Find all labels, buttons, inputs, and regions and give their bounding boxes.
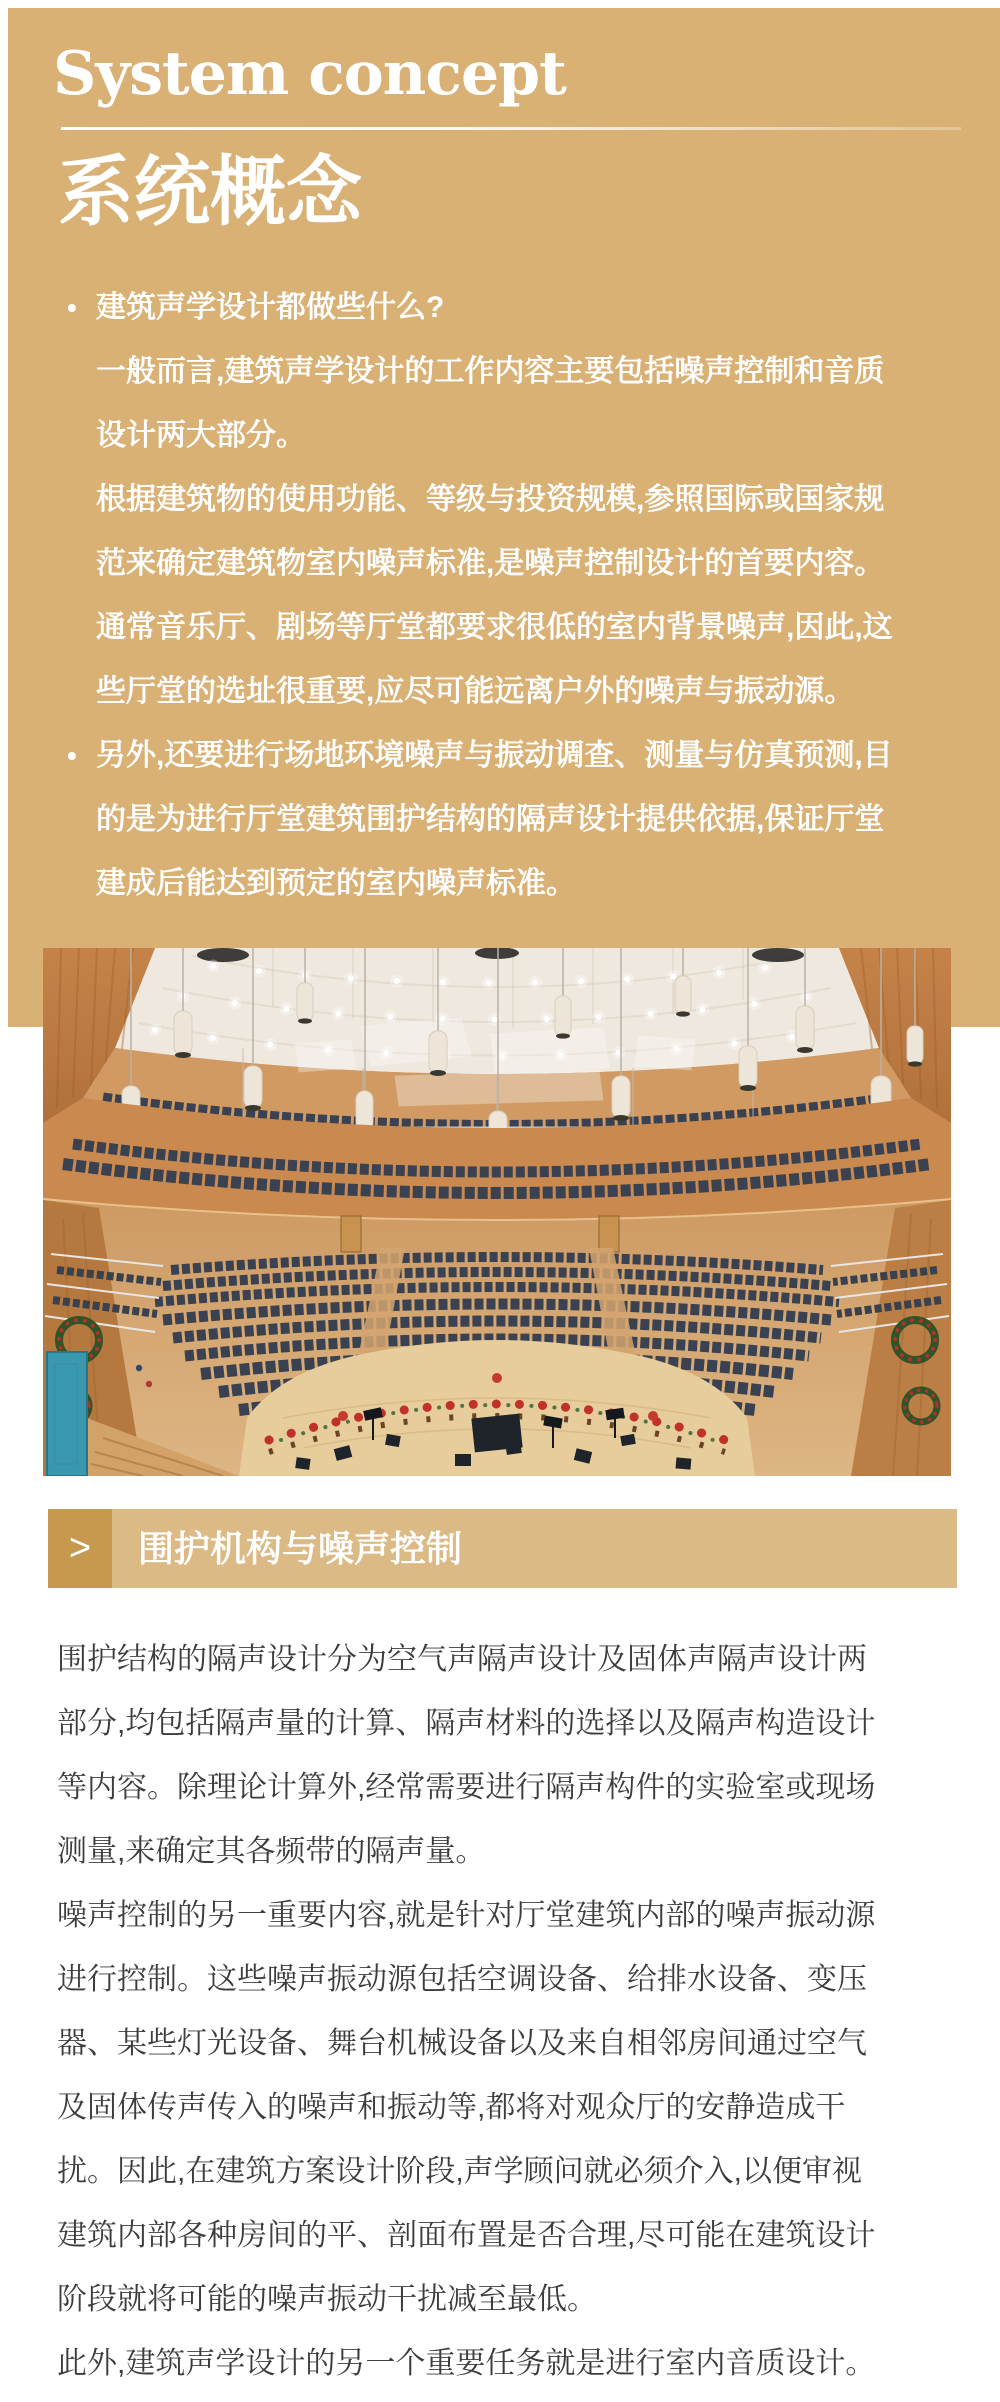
page-title-english: System concept xyxy=(53,39,566,109)
page-title-chinese: 系统概念 xyxy=(58,147,362,236)
intro-bullet-list xyxy=(65,276,955,916)
bullet-line: 范来确定建筑物室内噪声标准,是噪声控制设计的首要内容。 xyxy=(96,547,885,580)
section-header-band xyxy=(48,1509,957,1588)
bullet-line: 的是为进行厅堂建筑围护结构的隔声设计提供依据,保证厅堂 xyxy=(96,803,885,836)
chevron-right-icon: > xyxy=(68,1527,92,1569)
body-line: 等内容。除理论计算外,经常需要进行隔声构件的实验室或现场 xyxy=(57,1771,876,1804)
body-line: 噪声控制的另一重要内容,就是针对厅堂建筑内部的噪声振动源 xyxy=(57,1899,876,1932)
bullet-line: 些厅堂的选址很重要,应尽可能远离户外的噪声与振动源。 xyxy=(96,675,855,708)
body-line: 扰。因此,在建筑方案设计阶段,声学顾问就必须介入,以便审视 xyxy=(57,2155,863,2188)
bullet-line: • 另外,还要进行场地环境噪声与振动调查、测量与仿真预测,目 xyxy=(65,724,955,788)
header-section xyxy=(8,8,1000,1027)
body-line: 测量,来确定其各频带的隔声量。 xyxy=(57,1835,486,1868)
body-line: 建筑内部各种房间的平、剖面布置是否合理,尽可能在建筑设计 xyxy=(57,2219,876,2252)
bullet-dot: • xyxy=(67,740,77,771)
section-title: 围护机构与噪声控制 xyxy=(138,1528,463,1569)
body-line: 此外,建筑声学设计的另一个重要任务就是进行室内音质设计。 xyxy=(57,2347,876,2380)
body-line: 器、某些灯光设备、舞台机械设备以及来自相邻房间通过空气 xyxy=(57,2027,867,2060)
body-line: 进行控制。这些噪声振动源包括空调设备、给排水设备、变压 xyxy=(57,1963,867,1996)
bullet-line: 通常音乐厅、剧场等厅堂都要求很低的室内背景噪声,因此,这 xyxy=(96,611,893,644)
concert-hall-illustration xyxy=(43,948,951,1476)
bullet-line: 根据建筑物的使用功能、等级与投资规模,参照国际或国家规 xyxy=(96,483,885,516)
body-line: 部分,均包括隔声量的计算、隔声材料的选择以及隔声构造设计 xyxy=(57,1707,876,1740)
body-line: 阶段就将可能的噪声振动干扰减至最低。 xyxy=(57,2283,597,2316)
section-chevron-box xyxy=(48,1509,112,1588)
bullet-line: 一般而言,建筑声学设计的工作内容主要包括噪声控制和音质 xyxy=(96,355,885,388)
body-paragraphs xyxy=(57,1628,957,2396)
bullet-line: 设计两大部分。 xyxy=(96,419,306,452)
bullet-line: 建成后能达到预定的室内噪声标准。 xyxy=(96,867,576,900)
concert-hall-photo xyxy=(43,948,951,1476)
body-line: 围护结构的隔声设计分为空气声隔声设计及固体声隔声设计两 xyxy=(57,1643,867,1676)
title-divider-line xyxy=(61,127,961,130)
bullet-dot: • xyxy=(67,292,77,323)
body-line: 及固体传声传入的噪声和振动等,都将对观众厅的安静造成干 xyxy=(57,2091,846,2124)
bullet-line: • 建筑声学设计都做些什么? xyxy=(65,276,955,340)
